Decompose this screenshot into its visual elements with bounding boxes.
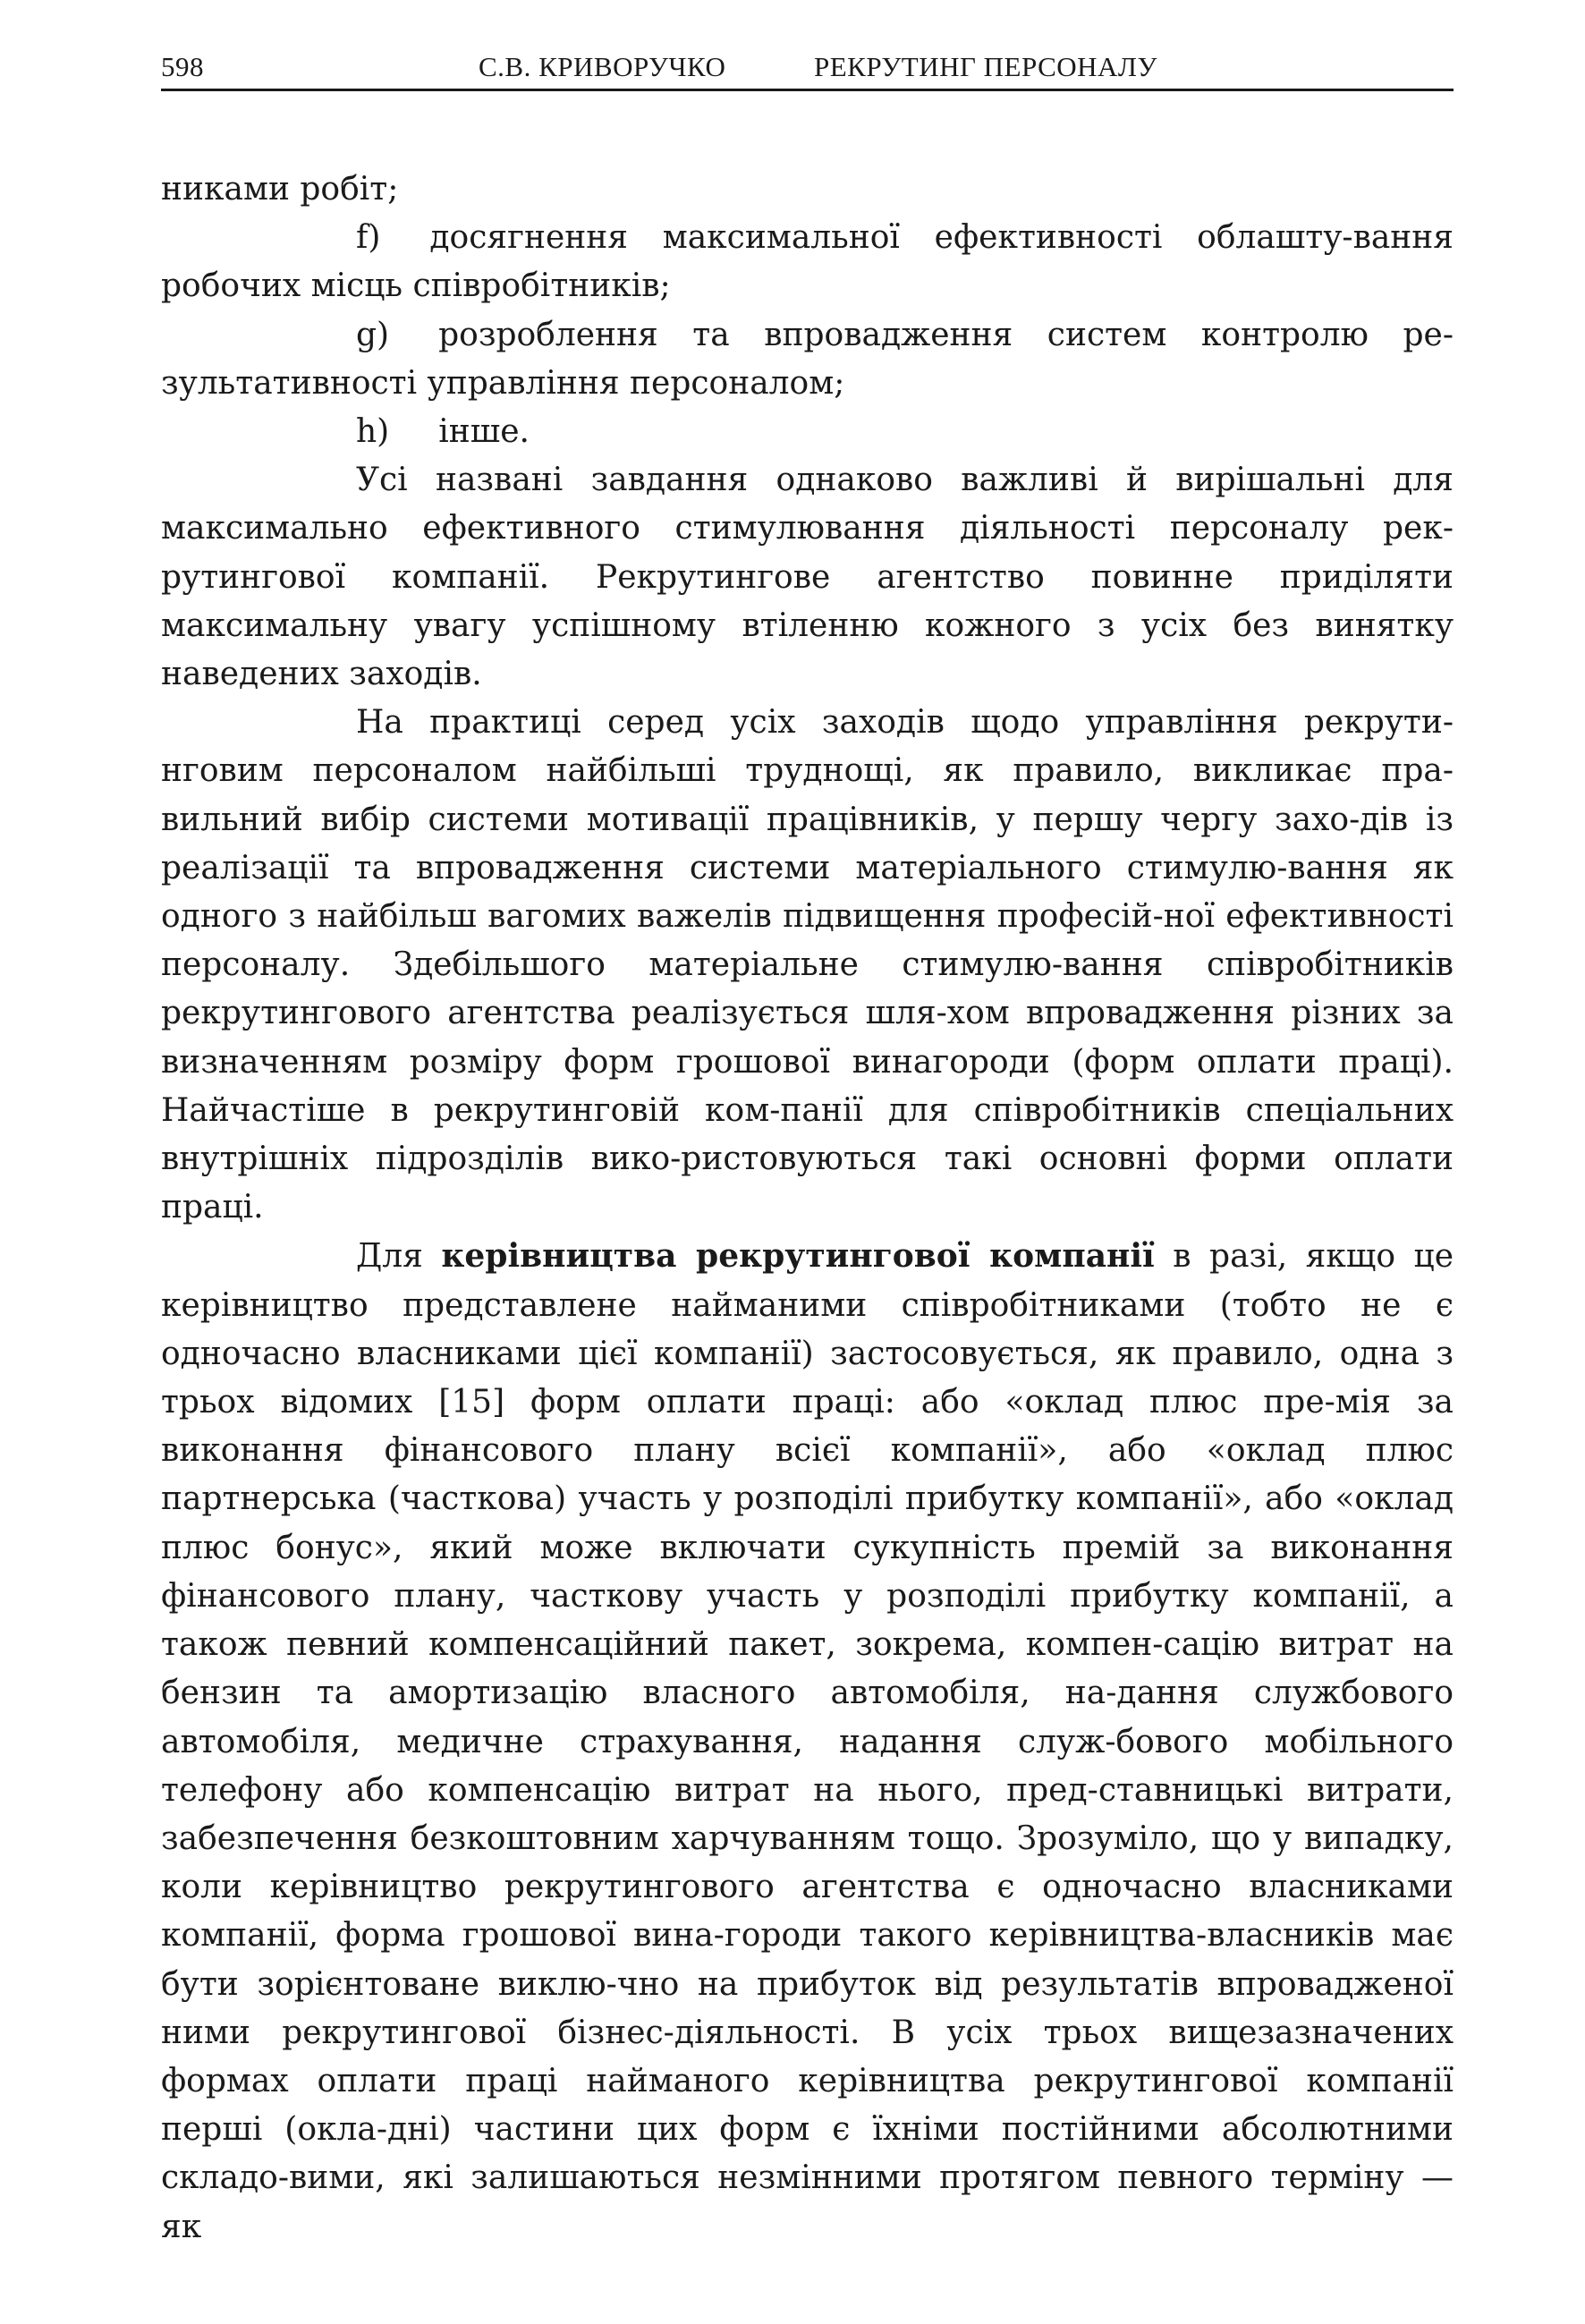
list-text-f: досягнення максимальної ефективності облашту-вання робочих місць співробітників;: [161, 219, 1454, 305]
running-header: [161, 49, 1454, 91]
list-text-h: інше.: [438, 413, 530, 451]
paragraph-rest: в разі, якщо це керівництво представлене найманими співробітниками (тобто не є одночасно власниками цієї компанії) застосовується, як правило, одна з трьох відомих [15] форм оплати праці: або «оклад плюс пре-мія за виконання фінансового плану всієї компанії», або «оклад плюс партнерська (часткова) участь у розподілі прибутку компанії», або «оклад плюс бонус», який може включати сукупність премій за виконання фінансового плану, часткову участь у розподілі прибутку компанії, а також певний компенсаційний пакет, зокрема, компен-сацію витрат на бензин та амортизацію власного автомобіля, на-дання службового автомобіля, медичне страхування, надання служ-бового мобільного телефону або компенсацію витрат на нього, пред-ставницькі витрати, забезпечення безкоштовним харчуванням тощо. Зрозуміло, що у випадку, коли керівництво рекрутингового агентства є одночасно власниками компанії, форма грошової вина-городи такого керівництва-власників має бути зорієнтоване виклю-чно на прибуток від результатів впровадженої ними рекрутингової бізнес-діяльності. В усіх трьох вищезазначених формах оплати праці найманого керівництва рекрутингової компанії перші (окла-дні) частини цих форм є їхніми постійними абсолютними складо-вими, які залишаються незмінними протягом певного терміну — як: [161, 1238, 1454, 2245]
paragraph-tasks-importance: Усі названі завдання однаково важливі й вирішальні для максимально ефективного стимулювання діяльності персоналу рек-рутингової компанії. Рекрутингове агентство повинне приділяти максимальну увагу успішному втіленню кожного з усіх без винятку наведених заходів.: [161, 462, 1454, 693]
list-text-g: розроблення та впровадження систем контролю ре-зультативності управління персоналом;: [161, 316, 1454, 402]
paragraph-management-pay: [161, 1232, 1454, 2251]
page: [161, 49, 1454, 2252]
paragraph-motivation-system: На практиці серед усіх заходів щодо управління рекрути-нговим персоналом найбільші труднощі, як правило, викликає пра-вильний вибір системи мотивації працівників, у першу чергу захо-дів із реалізації та впровадження системи матеріального стимулю-вання як одного з найбільш вагомих важелів підвищення професій-ної ефективності персоналу. Здебільшого матеріальне стимулю-вання співробітників рекрутингового агентства реалізується шля-хом впровадження різних за визначенням розміру форм грошової винагороди (форм оплати праці). Найчастіше в рекрутинговій ком-панії для співробітників спеціальних внутрішніх підрозділів вико-ристовуються такі основні форми оплати праці.: [161, 704, 1454, 1226]
header-book-title: РЕКРУТИНГ ПЕРСОНАЛУ: [814, 51, 1157, 82]
page-number: 598: [161, 51, 204, 82]
list-marker-h: h): [356, 413, 390, 451]
header-author: С.В. КРИВОРУЧКО: [479, 51, 726, 82]
body-text: [161, 165, 1454, 2252]
list-item-h: [161, 408, 1454, 456]
list-marker-f: f): [356, 219, 381, 257]
list-marker-g: g): [356, 316, 390, 353]
bold-term: керівництва рекрутингової компанії: [441, 1237, 1155, 1276]
list-item-g: [161, 311, 1454, 408]
paragraph-continuation: никами робіт;: [161, 171, 399, 208]
paragraph-lead: Для: [356, 1238, 442, 1276]
list-item-f: [161, 214, 1454, 310]
